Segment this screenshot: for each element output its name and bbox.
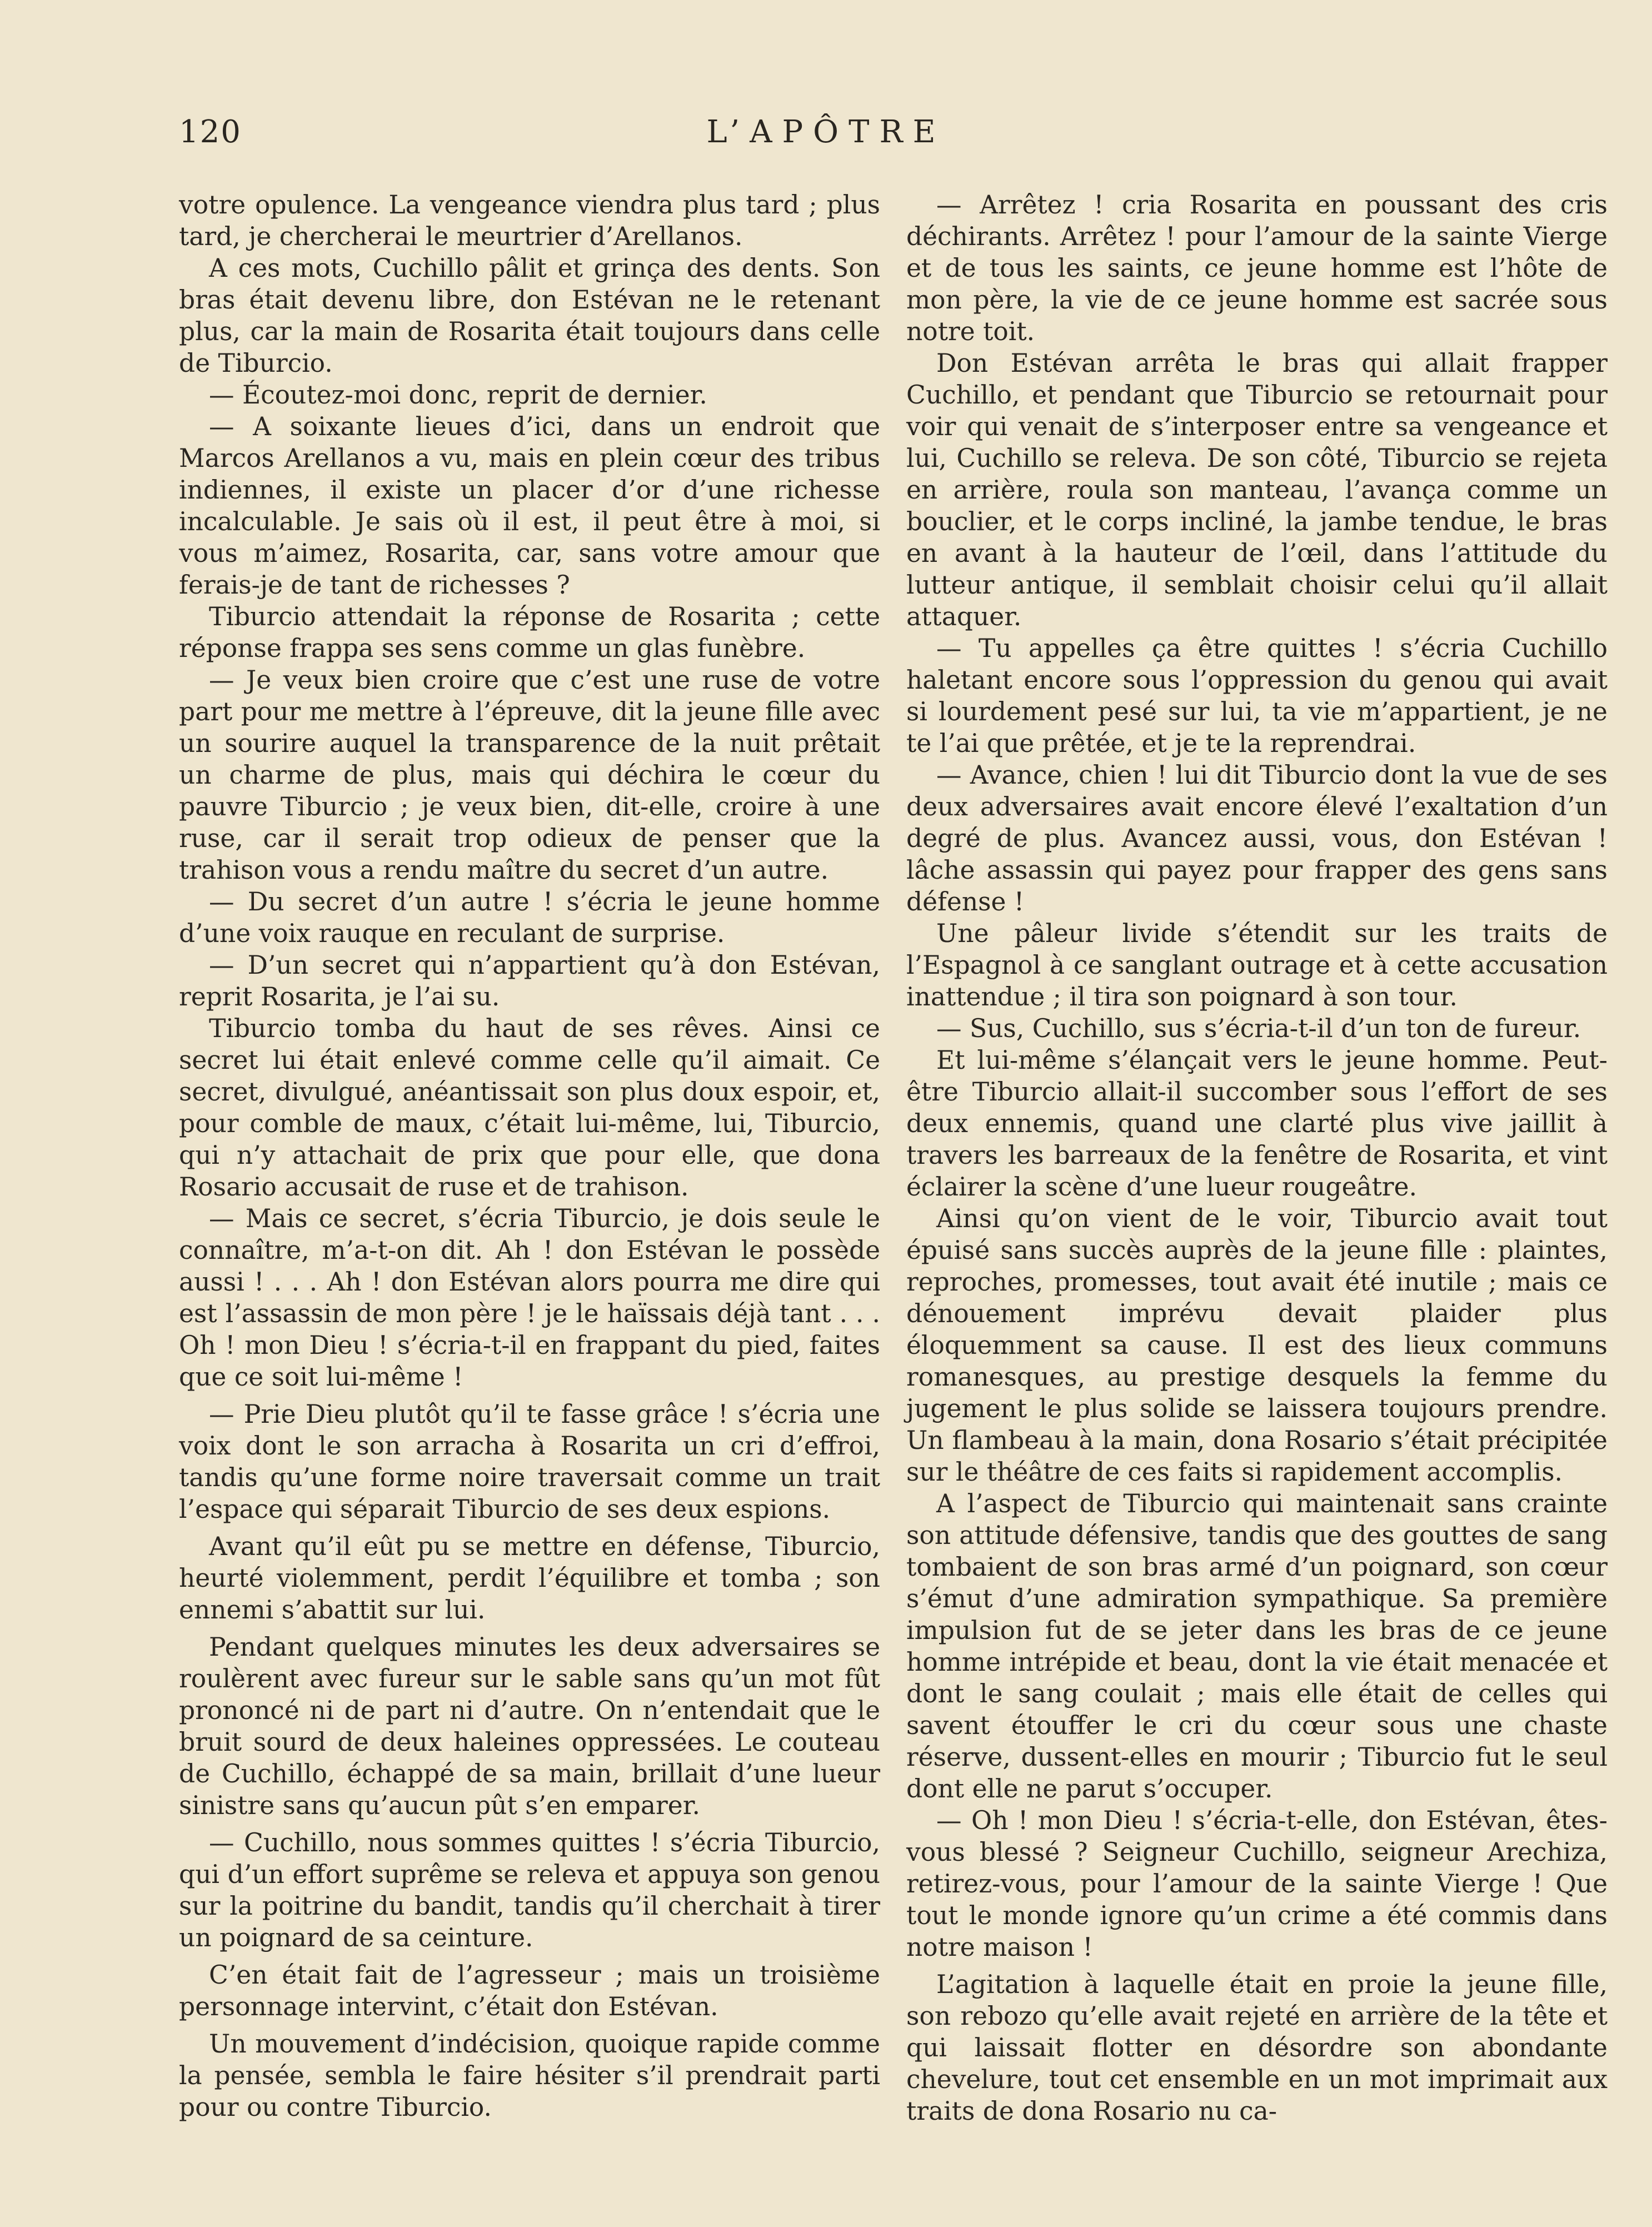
paragraph: — Avance, chien ! lui dit Tiburcio dont la vue de ses deux adversaires avait encore élevé l’exaltation d’un degré de plus. Avancez aussi, vous, don Estévan ! lâche assassin qui payez pour frapper des gens sans défense ! bbox=[906, 760, 1608, 916]
paragraph: Ainsi qu’on vient de le voir, Tiburcio avait tout épuisé sans succès auprès de la jeune fille : plaintes, reproches, promesses, tout avait été inutile ; mais ce dénouement imprévu devait plaider plus éloquemment sa cause. Il est des lieux communs romanesques, au prestige desquels la femme du jugement le plus solide se laissera toujours prendre. Un flambeau à la main, dona Rosario s’était précipitée sur le théâtre de ces faits si rapidement accomplis. bbox=[906, 1204, 1608, 1487]
paragraph: Un mouvement d’indécision, quoique rapide comme la pensée, sembla le faire hésiter s’il prendrait parti pour ou contre Tiburcio. bbox=[179, 2029, 880, 2122]
right-column bbox=[906, 189, 1608, 2127]
paragraph: Tiburcio tomba du haut de ses rêves. Ainsi ce secret lui était enlevé comme celle qu’il aimait. Ce secret, divulgué, anéantissait son plus doux espoir, et, pour comble de maux, c’était lui-même, lui, Tiburcio, qui n’y attachait de prix que pour elle, que dona Rosario accusait de ruse et de trahison. bbox=[179, 1014, 880, 1202]
paragraph: Et lui-même s’élançait vers le jeune homme. Peut-être Tiburcio allait-il succomber sous l’effort de ses deux ennemis, quand une clarté plus vive jaillit à travers les barreaux de la fenêtre de Rosarita, et vint éclairer la scène d’une lueur rougeâtre. bbox=[906, 1045, 1608, 1202]
paragraph: votre opulence. La vengeance viendra plus tard ; plus tard, je chercherai le meurtrier d’Arellanos. bbox=[179, 190, 880, 251]
paragraph: A ces mots, Cuchillo pâlit et grinça des dents. Son bras était devenu libre, don Estévan ne le retenant plus, car la main de Rosarita était toujours dans celle de Tiburcio. bbox=[179, 253, 880, 378]
paragraph: — Cuchillo, nous sommes quittes ! s’écria Tiburcio, qui d’un effort suprême se releva et appuya son genou sur la poitrine du bandit, tandis qu’il cherchait à tirer un poignard de sa ceinture. bbox=[179, 1828, 880, 1952]
paragraph: A l’aspect de Tiburcio qui maintenait sans crainte son attitude défensive, tandis que des gouttes de sang tombaient de son bras armé d’un poignard, son cœur s’émut d’une admiration sympathique. Sa première impulsion fut de se jeter dans les bras de ce jeune homme intrépide et beau, dont la vie était menacée et dont le sang coulait ; mais elle était de celles qui savent étouffer le cri du cœur sous une chaste réserve, dussent-elles en mourir ; Tiburcio fut le seul dont elle ne parut s’occuper. bbox=[906, 1489, 1608, 1803]
paragraph: — Sus, Cuchillo, sus s’écria-t-il d’un ton de fureur. bbox=[936, 1014, 1581, 1043]
paragraph: Avant qu’il eût pu se mettre en défense, Tiburcio, heurté violemment, perdit l’équilibre et tomba ; son ennemi s’abattit sur lui. bbox=[179, 1532, 880, 1625]
paragraph: C’en était fait de l’agresseur ; mais un troisième personnage intervint, c’était don Estévan. bbox=[179, 1960, 880, 2021]
left-column bbox=[179, 189, 880, 2123]
paragraph: — Tu appelles ça être quittes ! s’écria Cuchillo haletant encore sous l’oppression du genou qui avait si lourdement pesé sur lui, ta vie m’appartient, je ne te l’ai que prêtée, et je te la reprendrai. bbox=[906, 634, 1608, 758]
page-header bbox=[179, 108, 1473, 158]
paragraph: — Prie Dieu plutôt qu’il te fasse grâce ! s’écria une voix dont le son arracha à Rosarita un cri d’effroi, tandis qu’une forme noire traversait comme un trait l’espace qui séparait Tiburcio de ses deux espions. bbox=[179, 1399, 880, 1524]
page-number: 120 bbox=[179, 114, 242, 150]
paragraph: L’agitation à laquelle était en proie la jeune fille, son rebozo qu’elle avait rejeté en arrière de la tête et qui laissait flotter en désordre son abondante chevelure, tout cet ensemble en un mot imprimait aux traits de dona Rosario nu ca- bbox=[906, 1970, 1608, 2126]
paragraph: Don Estévan arrêta le bras qui allait frapper Cuchillo, et pendant que Tiburcio se retournait pour voir qui venait de s’interposer entre sa vengeance et lui, Cuchillo se releva. De son côté, Tiburcio se rejeta en arrière, roula son manteau, l’avança comme un bouclier, et le corps incliné, la jambe tendue, le bras en avant à la hauteur de l’œil, dans l’attitude du lutteur antique, il semblait choisir celui qu’il allait attaquer. bbox=[906, 348, 1608, 631]
paragraph: — Oh ! mon Dieu ! s’écria-t-elle, don Estévan, êtes-vous blessé ? Seigneur Cuchillo, seigneur Arechiza, retirez-vous, pour l’amour de la sainte Vierge ! Que tout le monde ignore qu’un crime a été commis dans notre maison ! bbox=[906, 1806, 1608, 1962]
paragraph: — D’un secret qui n’appartient qu’à don Estévan, reprit Rosarita, je l’ai su. bbox=[179, 950, 880, 1012]
paragraph: — Arrêtez ! cria Rosarita en poussant des cris déchirants. Arrêtez ! pour l’amour de la sainte Vierge et de tous les saints, ce jeune homme est l’hôte de mon père, la vie de ce jeune homme est sacrée sous notre toit. bbox=[906, 190, 1608, 346]
paragraph: — Mais ce secret, s’écria Tiburcio, je dois seule le connaître, m’a-t-on dit. Ah ! don Estévan le possède aussi ! . . . Ah ! don Estévan alors pourra me dire qui est l’assassin de mon père ! je le haïssais déjà tant . . . Oh ! mon Dieu ! s’écria-t-il en frappant du pied, faites que ce soit lui-même ! bbox=[179, 1204, 880, 1392]
paragraph: — Je veux bien croire que c’est une ruse de votre part pour me mettre à l’épreuve, dit la jeune fille avec un sourire auquel la transparence de la nuit prêtait un charme de plus, mais qui déchira le cœur du pauvre Tiburcio ; je veux bien, dit-elle, croire à une ruse, car il serait trop odieux de penser que la trahison vous a rendu maître du secret d’un autre. bbox=[179, 665, 880, 885]
paragraph: — A soixante lieues d’ici, dans un endroit que Marcos Arellanos a vu, mais en plein cœur des tribus indiennes, il existe un placer d’or d’une richesse incalculable. Je sais où il est, il peut être à moi, si vous m’aimez, Rosarita, car, sans votre amour que ferais-je de tant de richesses ? bbox=[179, 412, 880, 600]
paragraph: Tiburcio attendait la réponse de Rosarita ; cette réponse frappa ses sens comme un glas funèbre. bbox=[179, 602, 880, 663]
paragraph: — Écoutez-moi donc, reprit de dernier. bbox=[209, 380, 707, 410]
paragraph: — Du secret d’un autre ! s’écria le jeune homme d’une voix rauque en reculant de surprise. bbox=[179, 887, 880, 948]
paragraph: Pendant quelques minutes les deux adversaires se roulèrent avec fureur sur le sable sans qu’un mot fût prononcé ni de part ni d’autre. On n’entendait que le bruit sourd de deux haleines oppressées. Le couteau de Cuchillo, échappé de sa main, brillait d’une lueur sinistre sans qu’aucun pût s’en emparer. bbox=[179, 1632, 880, 1820]
paragraph: Une pâleur livide s’étendit sur les traits de l’Espagnol à ce sanglant outrage et à cette accusation inattendue ; il tira son poignard à son tour. bbox=[906, 919, 1608, 1012]
running-title: L’APÔTRE bbox=[706, 114, 946, 150]
